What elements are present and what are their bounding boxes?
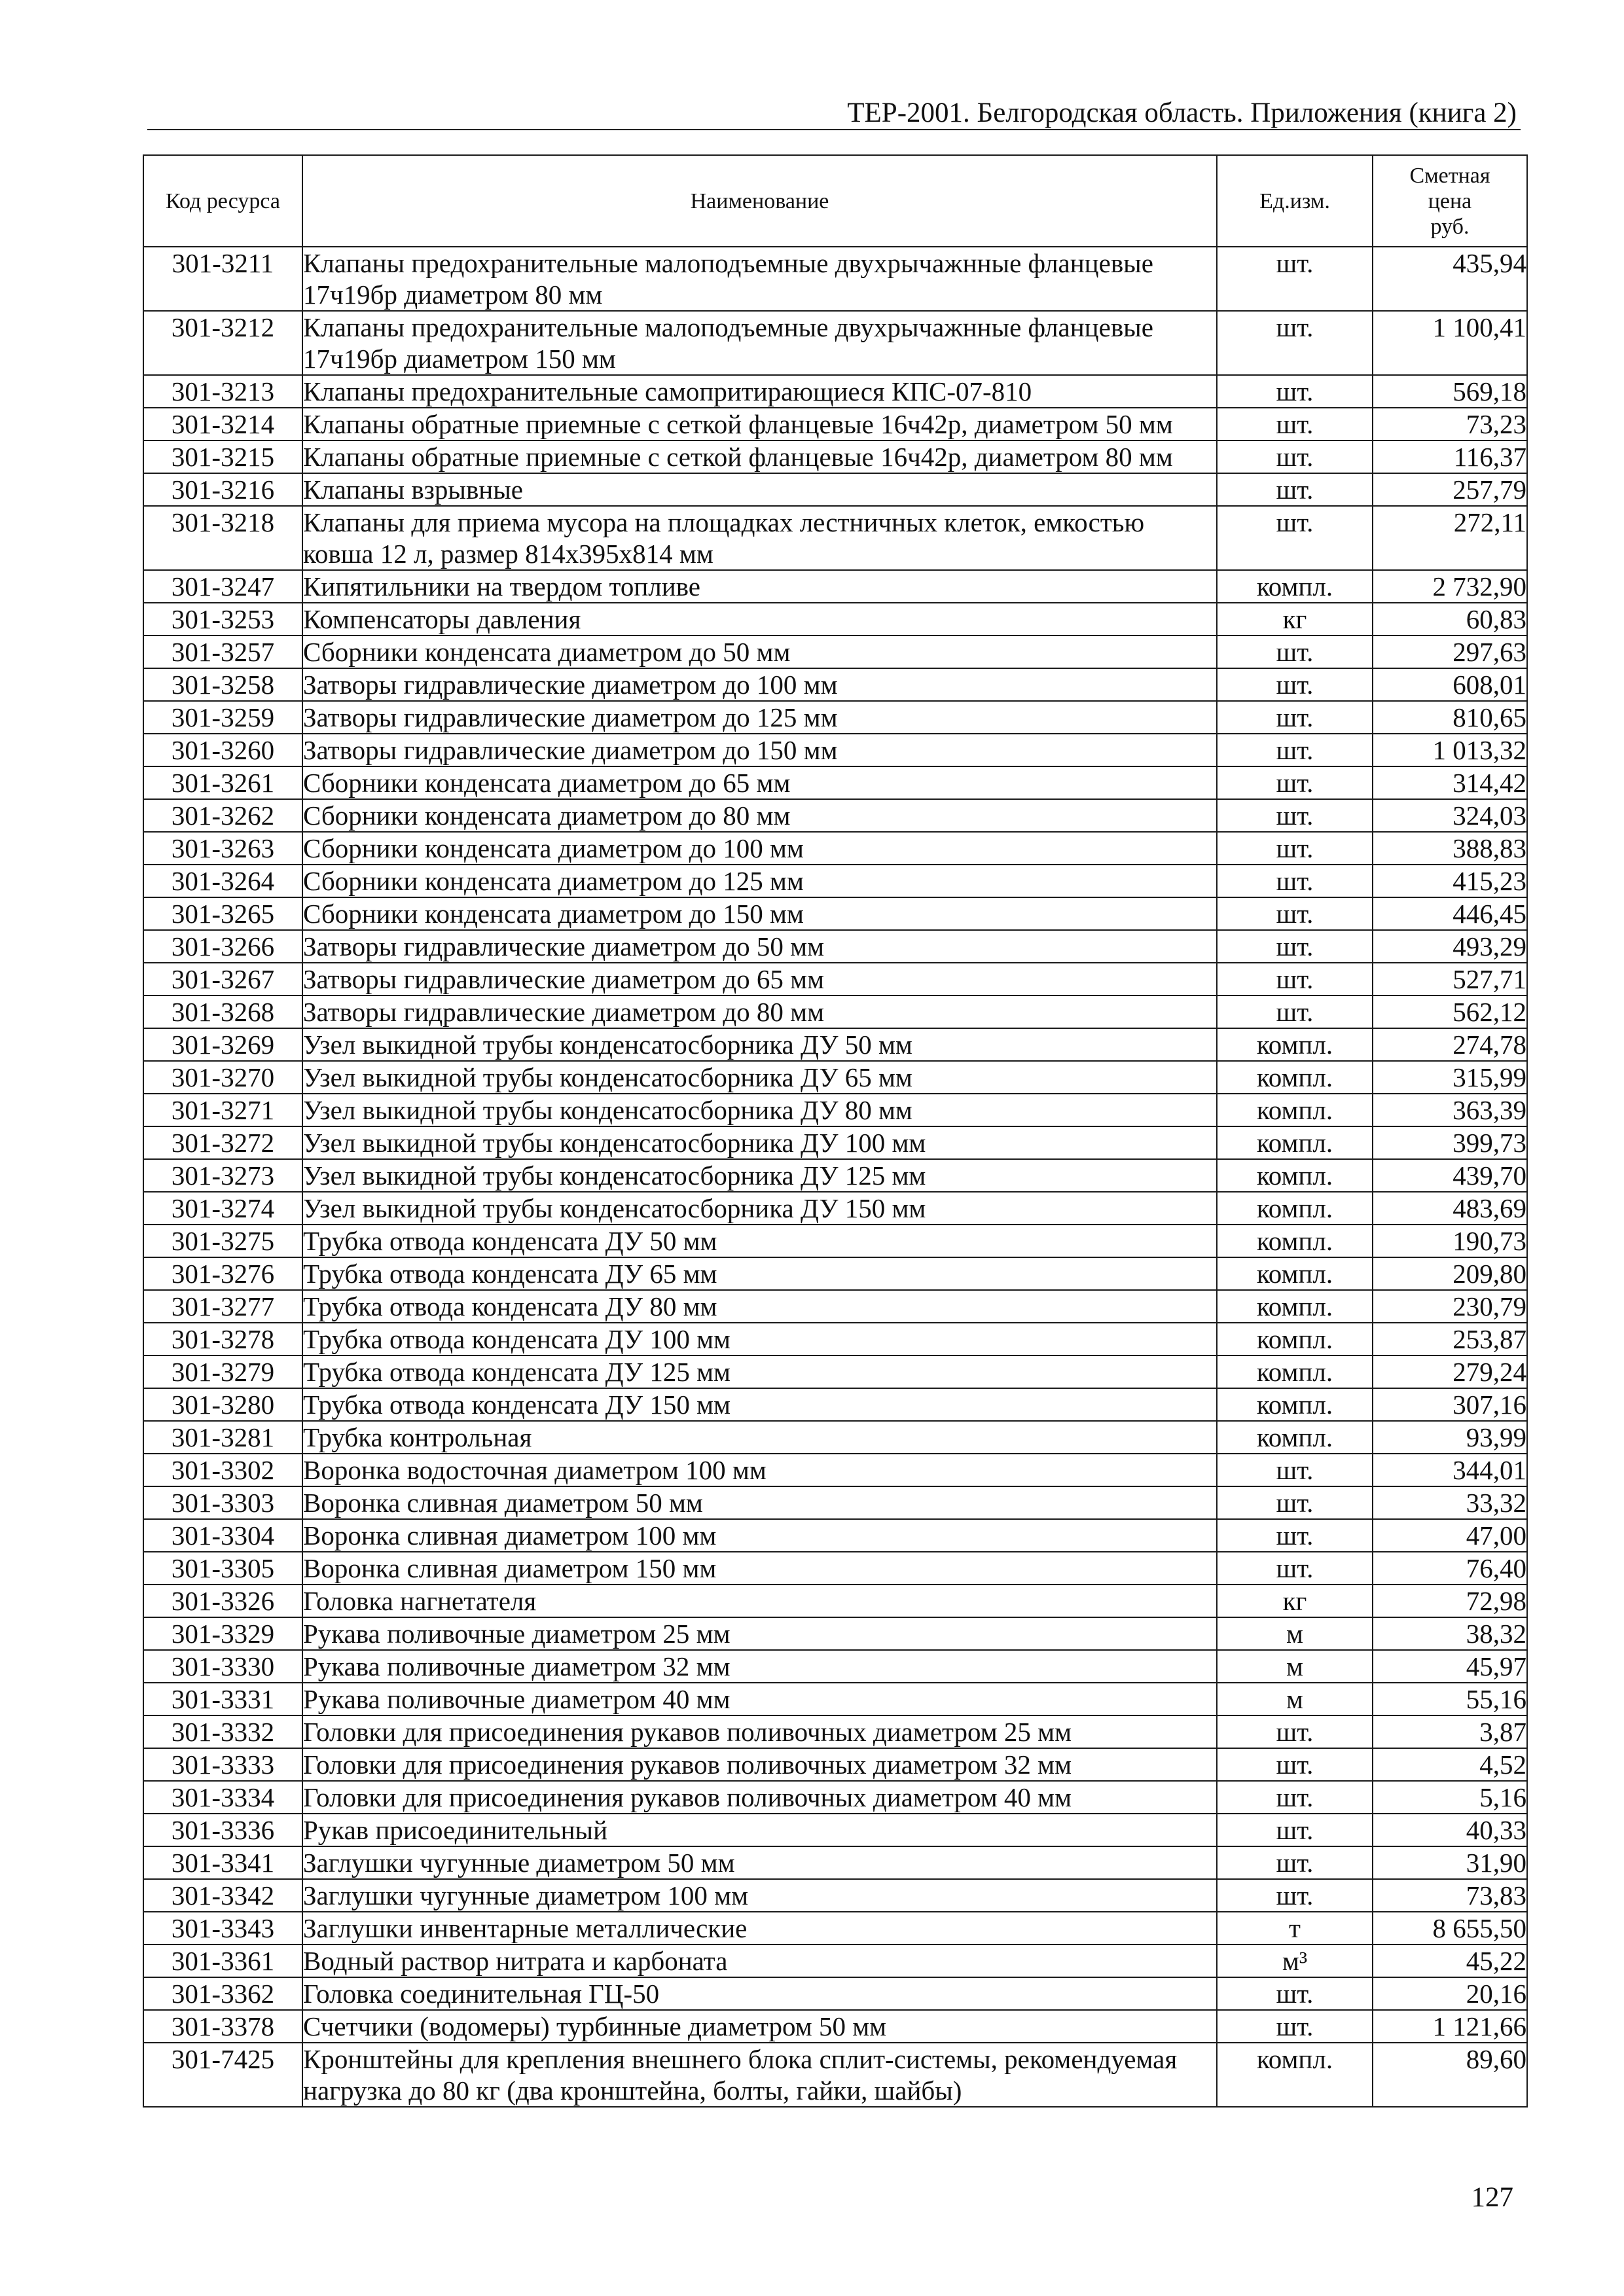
price-cell: 72,98 <box>1373 1585 1527 1617</box>
resource-code-cell: 301-3336 <box>143 1814 302 1846</box>
resource-code-cell: 301-3211 <box>143 247 302 311</box>
price-cell: 73,83 <box>1373 1879 1527 1912</box>
unit-cell: шт. <box>1217 701 1373 734</box>
resource-name-cell: Трубка отвода конденсата ДУ 50 мм <box>302 1225 1217 1257</box>
resource-code-cell: 301-3270 <box>143 1061 302 1094</box>
resource-name-cell: Заглушки чугунные диаметром 50 мм <box>302 1846 1217 1879</box>
resource-code-cell: 301-3266 <box>143 930 302 963</box>
resource-name-cell: Клапаны обратные приемные с сеткой фланцевые 16ч42р, диаметром 80 мм <box>302 440 1217 473</box>
resource-code-cell: 301-3326 <box>143 1585 302 1617</box>
table-row <box>143 603 1527 636</box>
price-cell: 435,94 <box>1373 247 1527 311</box>
resource-code-cell: 301-3260 <box>143 734 302 766</box>
resource-name-cell: Трубка отвода конденсата ДУ 65 мм <box>302 1257 1217 1290</box>
price-cell: 190,73 <box>1373 1225 1527 1257</box>
unit-cell: шт. <box>1217 1454 1373 1486</box>
unit-cell: компл. <box>1217 1290 1373 1323</box>
unit-cell: компл. <box>1217 1355 1373 1388</box>
price-cell: 73,23 <box>1373 408 1527 440</box>
resource-code-cell: 301-3273 <box>143 1159 302 1192</box>
resource-code-cell: 301-3253 <box>143 603 302 636</box>
table-row <box>143 1290 1527 1323</box>
table-row <box>143 963 1527 996</box>
resource-code-cell: 301-3332 <box>143 1715 302 1748</box>
resource-name-cell: Клапаны обратные приемные с сеткой фланцевые 16ч42р, диаметром 50 мм <box>302 408 1217 440</box>
price-cell: 45,97 <box>1373 1650 1527 1683</box>
price-cell: 297,63 <box>1373 636 1527 668</box>
resource-name-cell: Узел выкидной трубы конденсатосборника ДУ 50 мм <box>302 1028 1217 1061</box>
unit-cell: шт. <box>1217 506 1373 570</box>
resource-code-cell: 301-3268 <box>143 996 302 1028</box>
unit-cell: шт. <box>1217 865 1373 897</box>
resource-name-cell: Головки для присоединения рукавов поливочных диаметром 32 мм <box>302 1748 1217 1781</box>
unit-cell: компл. <box>1217 1388 1373 1421</box>
unit-cell: шт. <box>1217 375 1373 408</box>
unit-cell: шт. <box>1217 1846 1373 1879</box>
resource-code-cell: 301-3247 <box>143 570 302 603</box>
resource-name-cell: Затворы гидравлические диаметром до 125 мм <box>302 701 1217 734</box>
resource-name-cell: Счетчики (водомеры) турбинные диаметром 50 мм <box>302 2010 1217 2043</box>
unit-cell: компл. <box>1217 1257 1373 1290</box>
price-cell: 1 121,66 <box>1373 2010 1527 2043</box>
resource-name-cell: Клапаны для приема мусора на площадках лестничных клеток, емкостью ковша 12 л, размер 814x395x814 мм <box>302 506 1217 570</box>
price-cell: 315,99 <box>1373 1061 1527 1094</box>
price-cell: 89,60 <box>1373 2043 1527 2107</box>
table-row <box>143 1028 1527 1061</box>
table-row <box>143 1912 1527 1945</box>
price-cell: 47,00 <box>1373 1519 1527 1552</box>
unit-cell: компл. <box>1217 2043 1373 2107</box>
unit-cell: шт. <box>1217 668 1373 701</box>
unit-cell: кг <box>1217 1585 1373 1617</box>
resource-code-cell: 301-3305 <box>143 1552 302 1585</box>
resource-name-cell: Сборники конденсата диаметром до 50 мм <box>302 636 1217 668</box>
resource-name-cell: Заглушки чугунные диаметром 100 мм <box>302 1879 1217 1912</box>
price-cell: 38,32 <box>1373 1617 1527 1650</box>
column-header-unit: Ед.изм. <box>1217 155 1373 247</box>
unit-cell: шт. <box>1217 473 1373 506</box>
table-row <box>143 897 1527 930</box>
resource-name-cell: Головки для присоединения рукавов поливочных диаметром 25 мм <box>302 1715 1217 1748</box>
table-row <box>143 1552 1527 1585</box>
price-cell: 5,16 <box>1373 1781 1527 1814</box>
price-cell: 272,11 <box>1373 506 1527 570</box>
resource-name-cell: Трубка контрольная <box>302 1421 1217 1454</box>
table-row <box>143 1257 1527 1290</box>
table-row <box>143 1683 1527 1715</box>
resource-code-cell: 301-3218 <box>143 506 302 570</box>
unit-cell: шт. <box>1217 897 1373 930</box>
price-cell: 562,12 <box>1373 996 1527 1028</box>
resource-name-cell: Водный раствор нитрата и карбоната <box>302 1945 1217 1977</box>
table-row <box>143 1388 1527 1421</box>
price-cell: 20,16 <box>1373 1977 1527 2010</box>
unit-cell: компл. <box>1217 1094 1373 1126</box>
table-row <box>143 636 1527 668</box>
unit-cell: шт. <box>1217 440 1373 473</box>
table-row <box>143 506 1527 570</box>
resource-code-cell: 301-3333 <box>143 1748 302 1781</box>
table-header-row <box>143 155 1527 247</box>
resource-code-cell: 301-3264 <box>143 865 302 897</box>
price-cell: 608,01 <box>1373 668 1527 701</box>
table-row <box>143 2043 1527 2107</box>
resource-code-cell: 301-3329 <box>143 1617 302 1650</box>
price-cell: 230,79 <box>1373 1290 1527 1323</box>
price-cell: 76,40 <box>1373 1552 1527 1585</box>
resource-name-cell: Затворы гидравлические диаметром до 80 мм <box>302 996 1217 1028</box>
unit-cell: кг <box>1217 603 1373 636</box>
price-cell: 388,83 <box>1373 832 1527 865</box>
resource-name-cell: Кипятильники на твердом топливе <box>302 570 1217 603</box>
resource-code-cell: 301-3279 <box>143 1355 302 1388</box>
unit-cell: шт. <box>1217 766 1373 799</box>
unit-cell: шт. <box>1217 1781 1373 1814</box>
resource-code-cell: 301-3271 <box>143 1094 302 1126</box>
table-row <box>143 1650 1527 1683</box>
table-row <box>143 1225 1527 1257</box>
resource-name-cell: Воронка водосточная диаметром 100 мм <box>302 1454 1217 1486</box>
price-cell: 257,79 <box>1373 473 1527 506</box>
resource-code-cell: 301-3276 <box>143 1257 302 1290</box>
table-row <box>143 1421 1527 1454</box>
resource-code-cell: 301-3259 <box>143 701 302 734</box>
resource-name-cell: Узел выкидной трубы конденсатосборника ДУ 150 мм <box>302 1192 1217 1225</box>
resource-code-cell: 301-3262 <box>143 799 302 832</box>
resource-code-cell: 301-3263 <box>143 832 302 865</box>
resource-code-cell: 301-3302 <box>143 1454 302 1486</box>
resource-code-cell: 301-3343 <box>143 1912 302 1945</box>
column-header-price: Сметная цена руб. <box>1373 155 1527 247</box>
price-cell: 363,39 <box>1373 1094 1527 1126</box>
price-cell: 569,18 <box>1373 375 1527 408</box>
table-row <box>143 1323 1527 1355</box>
table-row <box>143 1879 1527 1912</box>
unit-cell: т <box>1217 1912 1373 1945</box>
resource-name-cell: Головки для присоединения рукавов поливочных диаметром 40 мм <box>302 1781 1217 1814</box>
resource-name-cell: Клапаны предохранительные малоподъемные двухрычажнные фланцевые 17ч19бр диаметром 80 мм <box>302 247 1217 311</box>
price-cell: 55,16 <box>1373 1683 1527 1715</box>
unit-cell: компл. <box>1217 1192 1373 1225</box>
table-row <box>143 247 1527 311</box>
table-row <box>143 1617 1527 1650</box>
resource-code-cell: 301-3269 <box>143 1028 302 1061</box>
price-cell: 40,33 <box>1373 1814 1527 1846</box>
price-cell: 415,23 <box>1373 865 1527 897</box>
price-cell: 810,65 <box>1373 701 1527 734</box>
unit-cell: компл. <box>1217 1126 1373 1159</box>
unit-cell: шт. <box>1217 799 1373 832</box>
resource-name-cell: Заглушки инвентарные металлические <box>302 1912 1217 1945</box>
price-cell: 399,73 <box>1373 1126 1527 1159</box>
unit-cell: шт. <box>1217 930 1373 963</box>
resource-name-cell: Клапаны предохранительные малоподъемные двухрычажнные фланцевые 17ч19бр диаметром 150 мм <box>302 311 1217 375</box>
unit-cell: м³ <box>1217 1945 1373 1977</box>
resource-code-cell: 301-7425 <box>143 2043 302 2107</box>
price-cell: 344,01 <box>1373 1454 1527 1486</box>
resource-code-cell: 301-3304 <box>143 1519 302 1552</box>
unit-cell: компл. <box>1217 1323 1373 1355</box>
resource-code-cell: 301-3257 <box>143 636 302 668</box>
table-row <box>143 1814 1527 1846</box>
resource-name-cell: Затворы гидравлические диаметром до 65 мм <box>302 963 1217 996</box>
table-row <box>143 701 1527 734</box>
unit-cell: компл. <box>1217 570 1373 603</box>
resource-code-cell: 301-3303 <box>143 1486 302 1519</box>
table-row <box>143 1846 1527 1879</box>
table-row <box>143 1061 1527 1094</box>
unit-cell: шт. <box>1217 1879 1373 1912</box>
resource-name-cell: Узел выкидной трубы конденсатосборника ДУ 100 мм <box>302 1126 1217 1159</box>
resource-name-cell: Рукава поливочные диаметром 40 мм <box>302 1683 1217 1715</box>
unit-cell: шт. <box>1217 996 1373 1028</box>
price-cell: 1 100,41 <box>1373 311 1527 375</box>
unit-cell: компл. <box>1217 1028 1373 1061</box>
resource-name-cell: Рукава поливочные диаметром 25 мм <box>302 1617 1217 1650</box>
table-row <box>143 1126 1527 1159</box>
price-cell: 1 013,32 <box>1373 734 1527 766</box>
unit-cell: компл. <box>1217 1225 1373 1257</box>
resource-code-cell: 301-3331 <box>143 1683 302 1715</box>
header-divider <box>147 129 1521 130</box>
table-row <box>143 1486 1527 1519</box>
column-header-code: Код ресурса <box>143 155 302 247</box>
resource-code-cell: 301-3281 <box>143 1421 302 1454</box>
resource-name-cell: Кронштейны для крепления внешнего блока сплит-системы, рекомендуемая нагрузка до 80 кг (два кронштейна, болты, гайки, шайбы) <box>302 2043 1217 2107</box>
price-cell: 116,37 <box>1373 440 1527 473</box>
resource-code-cell: 301-3213 <box>143 375 302 408</box>
resource-code-cell: 301-3362 <box>143 1977 302 2010</box>
unit-cell: шт. <box>1217 1814 1373 1846</box>
resource-code-cell: 301-3214 <box>143 408 302 440</box>
table-row <box>143 311 1527 375</box>
table-row <box>143 1748 1527 1781</box>
table-row <box>143 799 1527 832</box>
resource-name-cell: Трубка отвода конденсата ДУ 80 мм <box>302 1290 1217 1323</box>
table-row <box>143 1781 1527 1814</box>
page-number: 127 <box>1471 2182 1513 2213</box>
price-cell: 314,42 <box>1373 766 1527 799</box>
resource-name-cell: Сборники конденсата диаметром до 100 мм <box>302 832 1217 865</box>
unit-cell: компл. <box>1217 1061 1373 1094</box>
table-row <box>143 408 1527 440</box>
table-row <box>143 1355 1527 1388</box>
table-row <box>143 1519 1527 1552</box>
unit-cell: шт. <box>1217 1486 1373 1519</box>
resource-name-cell: Клапаны предохранительные самопритирающиеся КПС-07-810 <box>302 375 1217 408</box>
resource-code-cell: 301-3258 <box>143 668 302 701</box>
unit-cell: компл. <box>1217 1421 1373 1454</box>
unit-cell: шт. <box>1217 1748 1373 1781</box>
unit-cell: шт. <box>1217 832 1373 865</box>
resource-code-cell: 301-3361 <box>143 1945 302 1977</box>
table-row <box>143 1094 1527 1126</box>
price-cell: 209,80 <box>1373 1257 1527 1290</box>
table-row <box>143 766 1527 799</box>
table-row <box>143 440 1527 473</box>
price-cell: 8 655,50 <box>1373 1912 1527 1945</box>
unit-cell: шт. <box>1217 2010 1373 2043</box>
resource-code-cell: 301-3341 <box>143 1846 302 1879</box>
table-row <box>143 668 1527 701</box>
resource-name-cell: Затворы гидравлические диаметром до 100 мм <box>302 668 1217 701</box>
unit-cell: шт. <box>1217 1715 1373 1748</box>
resource-name-cell: Воронка сливная диаметром 150 мм <box>302 1552 1217 1585</box>
resource-code-cell: 301-3330 <box>143 1650 302 1683</box>
price-cell: 279,24 <box>1373 1355 1527 1388</box>
unit-cell: шт. <box>1217 963 1373 996</box>
price-cell: 33,32 <box>1373 1486 1527 1519</box>
resource-name-cell: Трубка отвода конденсата ДУ 125 мм <box>302 1355 1217 1388</box>
price-cell: 527,71 <box>1373 963 1527 996</box>
price-cell: 493,29 <box>1373 930 1527 963</box>
resource-code-cell: 301-3261 <box>143 766 302 799</box>
resource-code-cell: 301-3378 <box>143 2010 302 2043</box>
resource-code-cell: 301-3274 <box>143 1192 302 1225</box>
table-row <box>143 375 1527 408</box>
resource-code-cell: 301-3280 <box>143 1388 302 1421</box>
table-row <box>143 1454 1527 1486</box>
price-cell: 439,70 <box>1373 1159 1527 1192</box>
table-row <box>143 865 1527 897</box>
price-cell: 4,52 <box>1373 1748 1527 1781</box>
table-row <box>143 1585 1527 1617</box>
price-cell: 93,99 <box>1373 1421 1527 1454</box>
unit-cell: шт. <box>1217 311 1373 375</box>
unit-cell: шт. <box>1217 636 1373 668</box>
price-cell: 307,16 <box>1373 1388 1527 1421</box>
price-cell: 31,90 <box>1373 1846 1527 1879</box>
unit-cell: шт. <box>1217 247 1373 311</box>
table-row <box>143 734 1527 766</box>
unit-cell: м <box>1217 1650 1373 1683</box>
table-row <box>143 1715 1527 1748</box>
resource-name-cell: Сборники конденсата диаметром до 80 мм <box>302 799 1217 832</box>
resource-code-cell: 301-3342 <box>143 1879 302 1912</box>
resource-name-cell: Рукава поливочные диаметром 32 мм <box>302 1650 1217 1683</box>
price-cell: 253,87 <box>1373 1323 1527 1355</box>
resource-name-cell: Узел выкидной трубы конденсатосборника ДУ 80 мм <box>302 1094 1217 1126</box>
table-body <box>143 247 1527 2107</box>
resource-name-cell: Рукав присоединительный <box>302 1814 1217 1846</box>
table-row <box>143 1159 1527 1192</box>
unit-cell: шт. <box>1217 1552 1373 1585</box>
resource-name-cell: Узел выкидной трубы конденсатосборника ДУ 125 мм <box>302 1159 1217 1192</box>
table-row <box>143 2010 1527 2043</box>
unit-cell: шт. <box>1217 408 1373 440</box>
table-header <box>143 155 1527 247</box>
resource-code-cell: 301-3216 <box>143 473 302 506</box>
resource-price-table <box>143 154 1528 2108</box>
table-row <box>143 996 1527 1028</box>
resource-code-cell: 301-3265 <box>143 897 302 930</box>
resource-code-cell: 301-3334 <box>143 1781 302 1814</box>
price-cell: 2 732,90 <box>1373 570 1527 603</box>
table-row <box>143 1945 1527 1977</box>
resource-name-cell: Сборники конденсата диаметром до 65 мм <box>302 766 1217 799</box>
price-cell: 45,22 <box>1373 1945 1527 1977</box>
table-row <box>143 1192 1527 1225</box>
resource-code-cell: 301-3272 <box>143 1126 302 1159</box>
unit-cell: шт. <box>1217 734 1373 766</box>
unit-cell: компл. <box>1217 1159 1373 1192</box>
price-cell: 274,78 <box>1373 1028 1527 1061</box>
price-cell: 324,03 <box>1373 799 1527 832</box>
price-cell: 60,83 <box>1373 603 1527 636</box>
resource-name-cell: Воронка сливная диаметром 50 мм <box>302 1486 1217 1519</box>
resource-name-cell: Трубка отвода конденсата ДУ 100 мм <box>302 1323 1217 1355</box>
unit-cell: шт. <box>1217 1977 1373 2010</box>
resource-name-cell: Затворы гидравлические диаметром до 150 мм <box>302 734 1217 766</box>
resource-name-cell: Сборники конденсата диаметром до 125 мм <box>302 865 1217 897</box>
resource-name-cell: Воронка сливная диаметром 100 мм <box>302 1519 1217 1552</box>
resource-code-cell: 301-3277 <box>143 1290 302 1323</box>
resource-code-cell: 301-3215 <box>143 440 302 473</box>
resource-name-cell: Узел выкидной трубы конденсатосборника ДУ 65 мм <box>302 1061 1217 1094</box>
resource-name-cell: Компенсаторы давления <box>302 603 1217 636</box>
table-row <box>143 1977 1527 2010</box>
price-cell: 3,87 <box>1373 1715 1527 1748</box>
resource-code-cell: 301-3278 <box>143 1323 302 1355</box>
price-cell: 483,69 <box>1373 1192 1527 1225</box>
resource-name-cell: Клапаны взрывные <box>302 473 1217 506</box>
unit-cell: шт. <box>1217 1519 1373 1552</box>
table-row <box>143 832 1527 865</box>
resource-code-cell: 301-3267 <box>143 963 302 996</box>
unit-cell: м <box>1217 1617 1373 1650</box>
resource-name-cell: Головка соединительная ГЦ-50 <box>302 1977 1217 2010</box>
column-header-name: Наименование <box>302 155 1217 247</box>
price-cell: 446,45 <box>1373 897 1527 930</box>
table-row <box>143 570 1527 603</box>
resource-code-cell: 301-3275 <box>143 1225 302 1257</box>
table-row <box>143 473 1527 506</box>
table-row <box>143 930 1527 963</box>
resource-code-cell: 301-3212 <box>143 311 302 375</box>
running-header-title: ТЕР-2001. Белгородская область. Приложения (книга 2) <box>847 98 1517 128</box>
resource-name-cell: Сборники конденсата диаметром до 150 мм <box>302 897 1217 930</box>
resource-name-cell: Трубка отвода конденсата ДУ 150 мм <box>302 1388 1217 1421</box>
resource-name-cell: Головка нагнетателя <box>302 1585 1217 1617</box>
resource-name-cell: Затворы гидравлические диаметром до 50 мм <box>302 930 1217 963</box>
unit-cell: м <box>1217 1683 1373 1715</box>
